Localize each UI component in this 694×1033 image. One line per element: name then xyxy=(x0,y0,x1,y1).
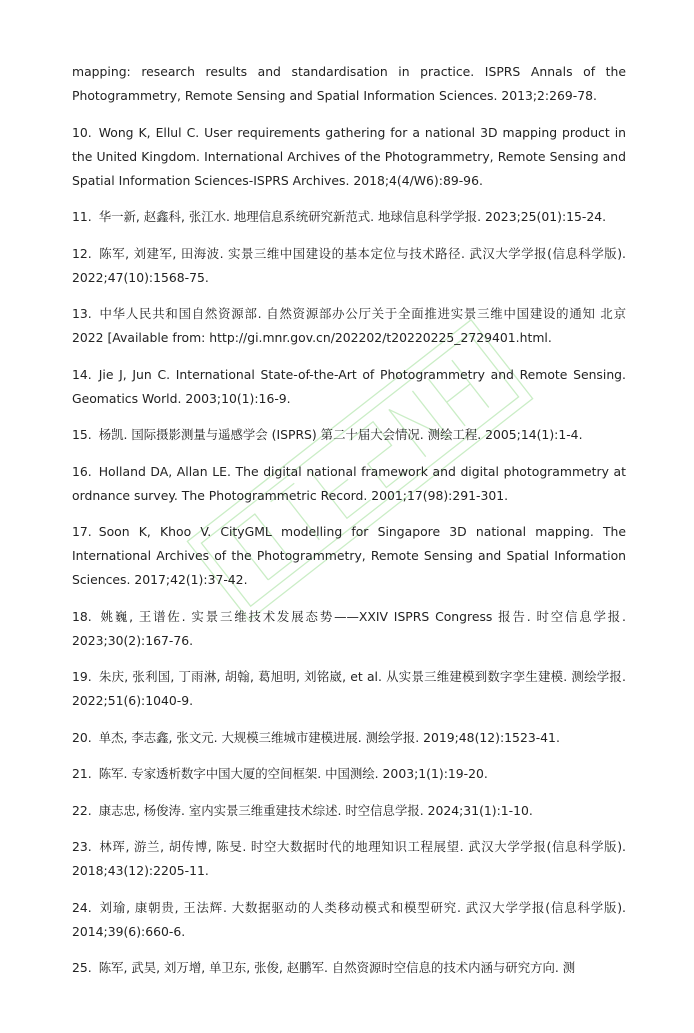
reference-list xyxy=(72,60,626,993)
reference-text: Soon K, Khoo V. CityGML modelling for Singapore 3D national mapping. The International Archives of the Photogrammetry, Remote Sensing and Spatial Information Sciences. 2017;42(1):37-42. xyxy=(72,524,626,587)
reference-text: 姚巍, 王谱佐. 实景三维技术发展态势——XXIV ISPRS Congress 报告. 时空信息学报. 2023;30(2):167-76. xyxy=(72,608,626,648)
reference-text: Jie J, Jun C. International State-of-the-Art of Photogrammetry and Remote Sensing. Geomatics World. 2003;10(1):16-9. xyxy=(72,366,626,406)
reference-item xyxy=(72,205,626,229)
reference-number: 23. xyxy=(72,839,92,854)
reference-item xyxy=(72,460,626,508)
reference-number: 25. xyxy=(72,960,92,975)
reference-text: 杨凯. 国际摄影测量与遥感学会 (ISPRS) 第二十届大会情况. 测绘工程. 2005;14(1):1-4. xyxy=(98,427,583,442)
reference-number: 15. xyxy=(72,427,92,442)
reference-text: 朱庆, 张利国, 丁雨淋, 胡翰, 葛旭明, 刘铭崴, et al. 从实景三维建模到数字孪生建模. 测绘学报. 2022;51(6):1040-9. xyxy=(72,669,626,708)
reference-item xyxy=(72,60,626,108)
reference-item xyxy=(72,363,626,411)
reference-item xyxy=(72,520,626,592)
reference-item xyxy=(72,762,626,786)
reference-number: 19. xyxy=(72,669,92,684)
reference-number: 21. xyxy=(72,766,92,781)
reference-item xyxy=(72,956,626,980)
reference-number: 17. xyxy=(72,524,92,539)
reference-number: 24. xyxy=(72,899,92,915)
reference-text: 陈军, 武昊, 刘万增, 单卫东, 张俊, 赵鹏军. 自然资源时空信息的技术内涵与研究方向. 测 xyxy=(98,960,576,975)
reference-item xyxy=(72,121,626,193)
reference-number: 20. xyxy=(72,729,92,745)
reference-item xyxy=(72,726,626,750)
reference-number: 16. xyxy=(72,463,92,479)
reference-item xyxy=(72,423,626,447)
reference-item xyxy=(72,665,626,713)
reference-number: 11. xyxy=(72,209,92,224)
reference-item xyxy=(72,302,626,350)
reference-number: 12. xyxy=(72,245,92,261)
reference-item xyxy=(72,242,626,290)
reference-text: 刘瑜, 康朝贵, 王法辉. 大数据驱动的人类移动模式和模型研究. 武汉大学学报(信息科学版). 2014;39(6):660-6. xyxy=(72,899,626,939)
reference-text: mapping: research results and standardisation in practice. ISPRS Annals of the Photogrammetry, Remote Sensing and Spatial Information Sciences. 2013;2:269-78. xyxy=(72,64,626,103)
reference-text: 陈军. 专家透析数字中国大厦的空间框架. 中国测绘. 2003;1(1):19-20. xyxy=(98,766,488,781)
reference-number: 10. xyxy=(72,124,92,140)
reference-number: 14. xyxy=(72,366,92,382)
reference-text: 康志忠, 杨俊涛. 室内实景三维重建技术综述. 时空信息学报. 2024;31(1):1-10. xyxy=(98,802,533,818)
reference-item xyxy=(72,605,626,653)
reference-text: 单杰, 李志鑫, 张文元. 大规模三维城市建模进展. 测绘学报. 2019;48(12):1523-41. xyxy=(98,729,560,745)
reference-number: 22. xyxy=(72,802,92,818)
reference-text: 陈军, 刘建军, 田海波. 实景三维中国建设的基本定位与技术路径. 武汉大学学报(信息科学版). 2022;47(10):1568-75. xyxy=(72,245,626,285)
reference-text: Holland DA, Allan LE. The digital national framework and digital photogrammetry at ordnance survey. The Photogrammetric Record. 2001;17(98):291-301. xyxy=(72,463,626,503)
reference-item xyxy=(72,799,626,823)
reference-number: 18. xyxy=(72,608,92,624)
reference-number: 13. xyxy=(72,306,92,321)
reference-text: 华一新, 赵鑫科, 张江水. 地理信息系统研究新范式. 地球信息科学学报. 2023;25(01):15-24. xyxy=(98,209,607,224)
reference-text: 中华人民共和国自然资源部. 自然资源部办公厅关于全面推进实景三维中国建设的通知 北京 2022 [Available from: http://gi.mnr.gov.cn/202202/t20220225_2729401.html. xyxy=(72,306,626,345)
reference-item xyxy=(72,835,626,883)
reference-item xyxy=(72,896,626,944)
reference-text: Wong K, Ellul C. User requirements gathering for a national 3D mapping product in the United Kingdom. International Archives of the Photogrammetry, Remote Sensing and Spatial Information Sciences-ISPRS Archives. 2018;4(4/W6):89-96. xyxy=(72,124,626,188)
reference-text: 林珲, 游兰, 胡传博, 陈旻. 时空大数据时代的地理知识工程展望. 武汉大学学报(信息科学版). 2018;43(12):2205-11. xyxy=(72,839,626,878)
